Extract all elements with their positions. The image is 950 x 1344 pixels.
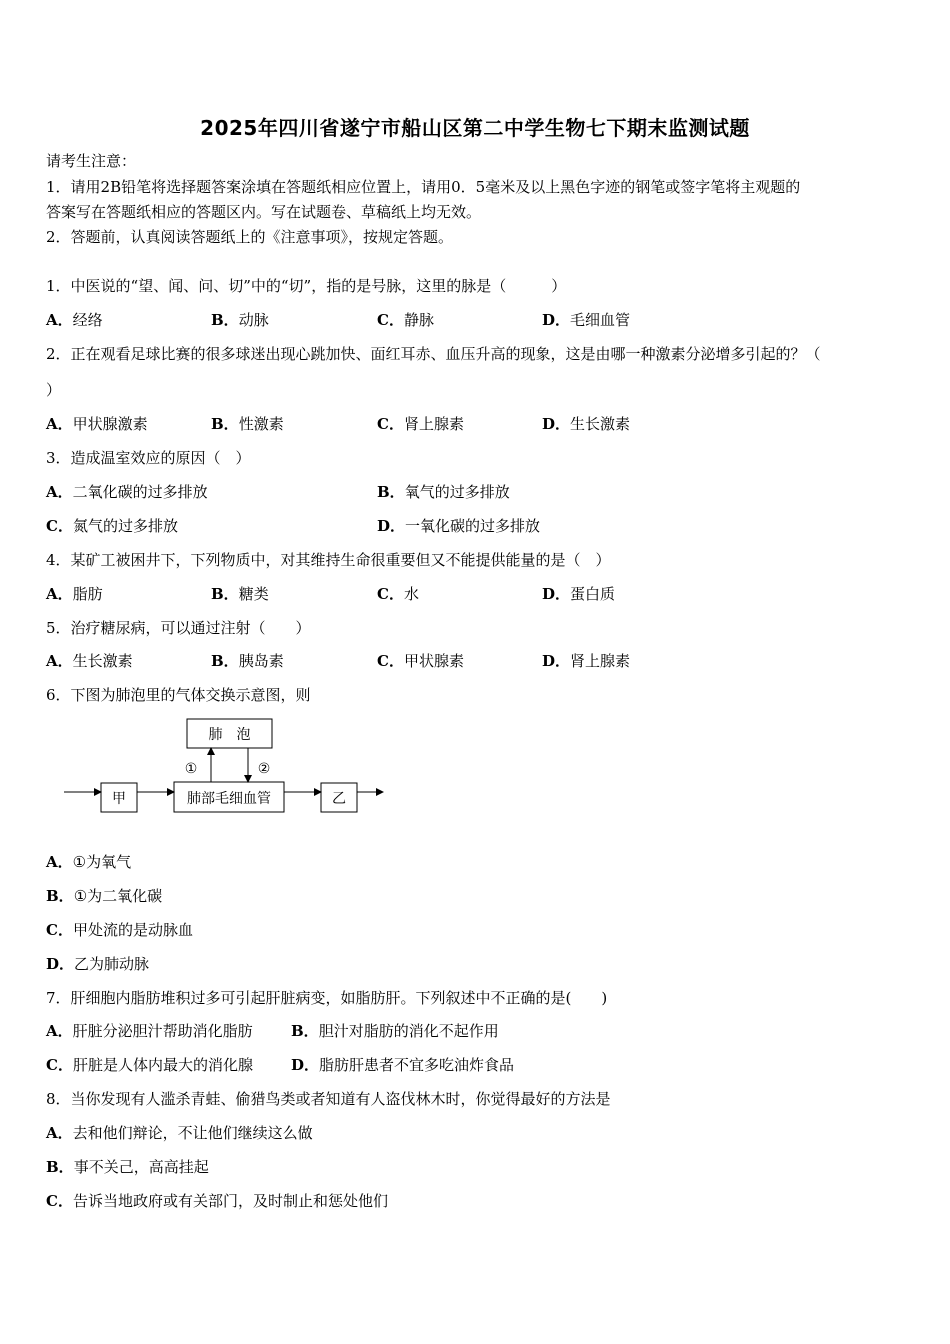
q1-option-d: D．毛细血管 <box>542 311 631 329</box>
q4-option-b: B．糖类 <box>211 585 269 603</box>
q3-option-b: B．氧气的过多排放 <box>377 483 510 501</box>
mark-2: ② <box>257 761 271 777</box>
notice-heading: 请考生注意： <box>46 152 137 170</box>
q6-option-b: B．①为二氧化碳 <box>46 887 163 905</box>
capillary-label: 肺部毛细血管 <box>187 791 271 807</box>
q4-option-a: A．脂肪 <box>46 585 103 603</box>
q2-option-a: A．甲状腺激素 <box>46 415 148 433</box>
notice-item-2: 2．答题前，认真阅读答题纸上的《注意事项》，按规定答题。 <box>46 228 454 246</box>
q6-option-c: C．甲处流的是动脉血 <box>46 921 193 939</box>
q8-option-c: C．告诉当地政府或有关部门，及时制止和惩处他们 <box>46 1192 388 1210</box>
q5-option-a: A．生长激素 <box>46 652 133 670</box>
q4-option-d: D．蛋白质 <box>542 585 616 603</box>
page-title: 2025年四川省遂宁市船山区第二中学生物七下期末监测试题 <box>200 116 750 140</box>
question-1-stem: 1．中医说的“望、闻、问、切”中的“切”，指的是号脉，这里的脉是（ ） <box>46 277 567 295</box>
q1-option-b: B．动脉 <box>211 311 269 329</box>
q7-option-c: C．肝脏是人体内最大的消化腺 <box>46 1056 253 1074</box>
q5-option-c: C．甲状腺素 <box>377 652 464 670</box>
jia-label: 甲 <box>112 791 126 807</box>
q7-option-b: B．胆汁对脂肪的消化不起作用 <box>291 1022 499 1040</box>
q1-option-a: A．经络 <box>46 311 103 329</box>
question-4-stem: 4．某矿工被困井下，下列物质中，对其维持生命很重要但又不能提供能量的是（ ） <box>46 551 611 569</box>
q8-option-b: B．事不关己，高高挂起 <box>46 1158 209 1176</box>
q5-option-d: D．肾上腺素 <box>542 652 631 670</box>
q1-option-c: C．静脉 <box>377 311 434 329</box>
notice-item-1-line-1: 1．请用2B铅笔将选择题答案涂填在答题纸相应位置上，请用0．5毫米及以上黑色字迹的钢笔或签字笔将主观题的 <box>46 178 801 196</box>
q3-option-c: C．氮气的过多排放 <box>46 517 178 535</box>
q3-option-a: A．二氧化碳的过多排放 <box>46 483 208 501</box>
q6-option-d: D．乙为肺动脉 <box>46 955 150 973</box>
gas-exchange-diagram <box>60 712 400 822</box>
q2-option-b: B．性激素 <box>211 415 284 433</box>
question-3-stem: 3．造成温室效应的原因（ ） <box>46 449 251 467</box>
question-7-stem: 7．肝细胞内脂肪堆积过多可引起肝脏病变，如脂肪肝。下列叙述中不正确的是( ) <box>46 989 608 1007</box>
q6-option-a: A．①为氧气 <box>46 853 132 871</box>
mark-1: ① <box>184 761 198 777</box>
question-5-stem: 5．治疗糖尿病，可以通过注射（ ） <box>46 619 311 637</box>
q7-option-d: D．脂肪肝患者不宜多吃油炸食品 <box>291 1056 515 1074</box>
question-2-stem: 2．正在观看足球比赛的很多球迷出现心跳加快、面红耳赤、血压升高的现象，这是由哪一种激素分泌增多引起的？（ <box>46 345 821 363</box>
yi-label: 乙 <box>332 791 346 807</box>
question-6-stem: 6．下图为肺泡里的气体交换示意图，则 <box>46 686 311 704</box>
q5-option-b: B．胰岛素 <box>211 652 284 670</box>
alveolus-label: 肺 泡 <box>208 727 251 743</box>
q8-option-a: A．去和他们辩论，不让他们继续这么做 <box>46 1124 313 1142</box>
q2-option-d: D．生长激素 <box>542 415 631 433</box>
question-2-stem-end: ） <box>46 381 62 399</box>
question-8-stem: 8．当你发现有人滥杀青蛙、偷猎鸟类或者知道有人盗伐林木时，你觉得最好的方法是 <box>46 1090 611 1108</box>
notice-item-1-line-2: 答案写在答题纸相应的答题区内。写在试题卷、草稿纸上均无效。 <box>46 203 482 221</box>
q4-option-c: C．水 <box>377 585 419 603</box>
q7-option-a: A．肝脏分泌胆汁帮助消化脂肪 <box>46 1022 253 1040</box>
q3-option-d: D．一氧化碳的过多排放 <box>377 517 541 535</box>
q2-option-c: C．肾上腺素 <box>377 415 464 433</box>
